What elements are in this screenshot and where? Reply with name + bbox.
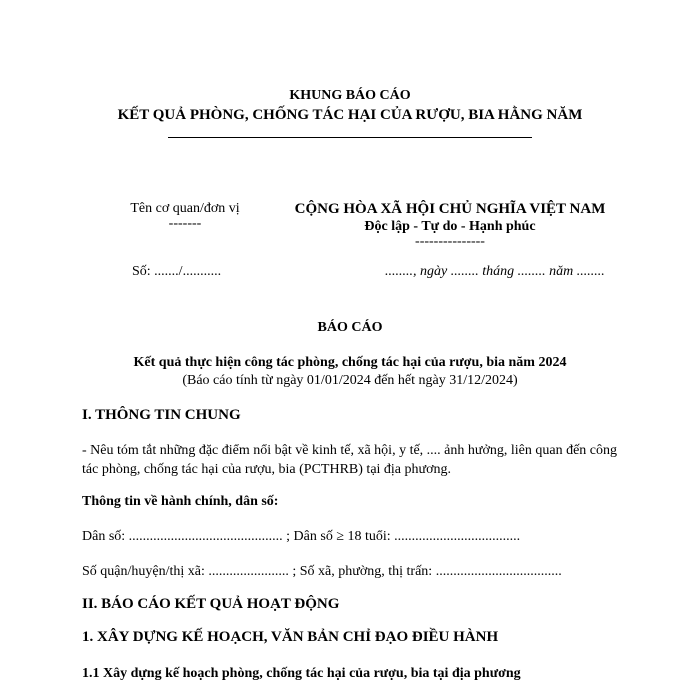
section2-heading: II. BÁO CÁO KẾT QUẢ HOẠT ĐỘNG <box>82 596 340 612</box>
section1-heading: I. THÔNG TIN CHUNG <box>82 407 241 423</box>
report-subtitle: Kết quả thực hiện công tác phòng, chống tác hại của rượu, bia năm 2024 <box>133 355 567 370</box>
agency-name: Tên cơ quan/đơn vị <box>130 201 240 216</box>
subsection1-1-heading: 1.1 Xây dựng kế hoạch phòng, chống tác hại của rượu, bia tại địa phương <box>82 666 521 681</box>
agency-divider: ------- <box>168 216 202 231</box>
frame-title-underline <box>168 137 532 138</box>
report-period: (Báo cáo tính từ ngày 01/01/2024 đến hết ngày 31/12/2024) <box>182 373 518 388</box>
frame-title-line1: KHUNG BÁO CÁO <box>289 88 411 103</box>
population-field-line: Dân số: ............................................ ; Dân số ≥ 18 tuổi: .................................... <box>82 529 521 544</box>
report-title: BÁO CÁO <box>317 320 383 335</box>
document-number: Số: ......./........... <box>132 264 222 279</box>
district-field-line: Số quận/huyện/thị xã: ....................... ; Số xã, phường, thị trấn: .................................... <box>82 564 562 579</box>
frame-title-line2: KẾT QUẢ PHÒNG, CHỐNG TÁC HẠI CỦA RƯỢU, BIA HẰNG NĂM <box>117 107 583 123</box>
nation-divider: --------------- <box>415 234 485 249</box>
document-date: ........, ngày ........ tháng ........ năm ........ <box>385 264 605 279</box>
section1-paragraph: - Nêu tóm tắt những đặc điểm nổi bật về kinh tế, xã hội, y tế, .... ảnh hưởng, liên quan đến công tác phòng, chống tác hại của rượu, bia (PCTHRB) tại địa phương. <box>82 443 618 477</box>
admin-info-heading: Thông tin về hành chính, dân số: <box>82 494 279 509</box>
nation-name: CỘNG HÒA XÃ HỘI CHỦ NGHĨA VIỆT NAM <box>294 201 606 217</box>
subsection1-heading: 1. XÂY DỰNG KẾ HOẠCH, VĂN BẢN CHỈ ĐẠO ĐIỀU HÀNH <box>82 629 499 645</box>
nation-motto: Độc lập - Tự do - Hạnh phúc <box>364 219 536 234</box>
